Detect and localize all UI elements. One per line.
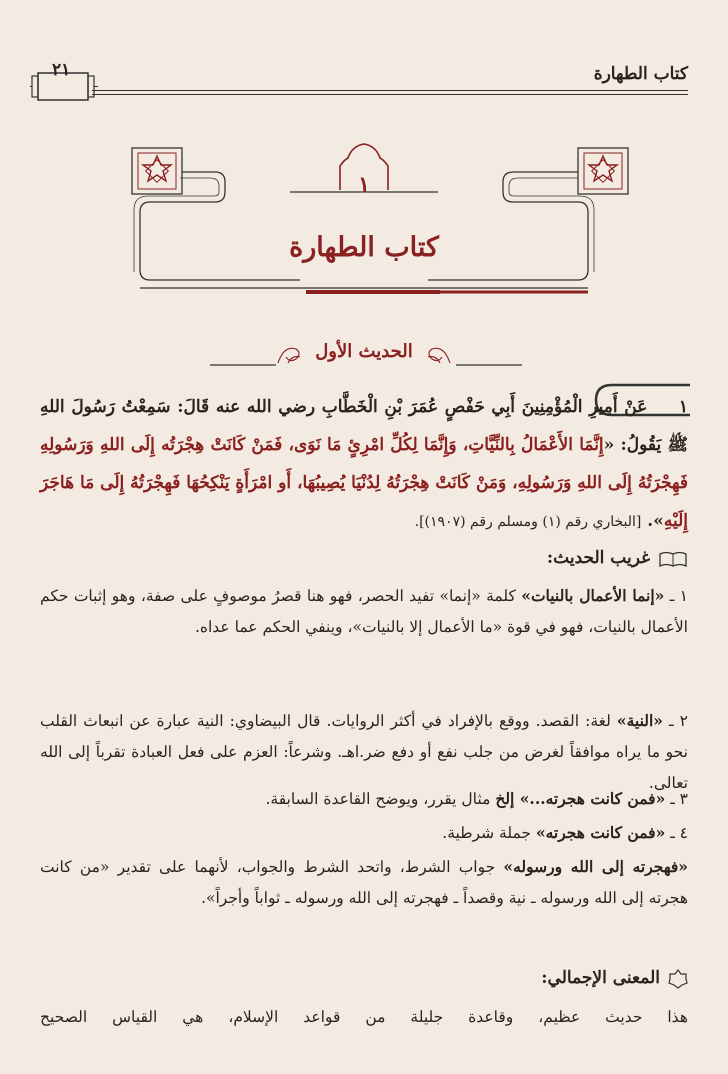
- item-number: ٣ ـ: [665, 790, 688, 808]
- hadith-text: [40, 388, 688, 541]
- summary-text: هذا حديث عظيم، وقاعدة جليلة من قواعد الإسلام، هي القياس الصحيح: [40, 1008, 688, 1026]
- gharib-item-4: [40, 817, 688, 849]
- open-book-icon: [658, 550, 688, 568]
- item-text: لغة: القصد. ووقع بالإفراد في أكثر الروايات. قال البيضاوي: النية عبارة عن انبعاث القلب نحو ما يراه موافقاً لغرض من جلب نفع أو دفع ضر.اهـ. وشرعاً: العزم على فعل العبادة تقرباً إلى الله تعالى.: [40, 712, 688, 792]
- item-number: ١ ـ: [664, 587, 688, 605]
- item-term: «فمن كانت هجرته...» إلخ: [495, 789, 666, 808]
- gharib-item-3: [40, 783, 688, 815]
- hadith-reference: [البخاري رقم (١) ومسلم رقم (١٩٠٧)].: [414, 514, 642, 530]
- item-text: مثال يقرر، ويوضح القاعدة السابقة.: [265, 790, 496, 808]
- chapter-title: كتاب الطهارة: [289, 232, 439, 263]
- item-term: «إنما الأعمال بالنيات»: [521, 586, 665, 605]
- item-term: «فمن كانت هجرته»: [535, 823, 666, 842]
- chapter-frame: [0, 130, 728, 310]
- hadith-body: إِنَّمَا الأَعْمَالُ بِالنِّيَّاتِ، وَإِنَّمَا لِكُلِّ امْرِئٍ مَا نَوَى، فَمَنْ كَانَتْ هِجْرَتُه إِلَى اللهِ وَرَسُولِهِ فَهِجْرَتُهُ إِلَى اللهِ وَرَسُولِهِ، وَمَنْ كَانَتْ هِجْرَتُهُ لِدُنْيَا يُصِيبُهَا، أَو امْرَأَةٍ يَنْكِحُهَا فَهِجْرَتُهُ إِلَى مَا هَاجَرَ إِلَيْهِ: [40, 435, 688, 531]
- hadith-heading: [0, 335, 728, 375]
- item-term: «فهجرته إلى الله ورسوله»: [503, 857, 688, 876]
- running-title: كتاب الطهارة: [593, 64, 688, 84]
- item-term: «النية»: [616, 711, 663, 730]
- header-rule: [92, 90, 688, 91]
- page-number: ٢١: [52, 60, 71, 80]
- summary-heading-text: المعنى الإجمالي:: [541, 968, 660, 988]
- item-number: ٤ ـ: [665, 824, 688, 842]
- hadith-intro: عَنْ أَمِيرِ الْمُؤْمِنِينَ أَبِي حَفْصٍ عُمَرَ بْنِ الْخَطَّابِ رضي الله عنه قَالَ: سَمِعْتُ رَسُولَ اللهِ ﷺ يَقُولُ: «: [40, 397, 688, 455]
- hadith-close: ».: [641, 511, 664, 531]
- gharib-heading: [547, 548, 688, 568]
- item-text: جملة شرطية.: [442, 824, 536, 842]
- header-rule-thin: [92, 94, 688, 95]
- chapter-frame-ornament-icon: [0, 130, 728, 310]
- item-number: ٢ ـ: [663, 712, 688, 730]
- octagon-star-icon: [668, 969, 688, 989]
- gharib-item-1: [40, 580, 688, 643]
- hadith-number: ١: [678, 397, 689, 417]
- summary-heading: [541, 968, 688, 989]
- page-header: [30, 58, 688, 104]
- hadith-title: الحديث الأول: [315, 341, 413, 362]
- gharib-item-5: [40, 851, 688, 914]
- item-text: جواب الشرط، واتحد الشرط والجواب، لأنهما على تقدير «من كانت هجرته إلى الله ورسوله ـ نية وقصداً ـ فهجرته إلى الله ورسوله ـ ثواباً وأجراً».: [40, 858, 688, 907]
- chapter-number: ١: [358, 172, 370, 198]
- gharib-heading-text: غريب الحديث:: [546, 548, 650, 568]
- item-text: كلمة «إنما» تفيد الحصر، فهو هنا قصرُ موصوفٍ على صفة، وهو إثبات حكم الأعمال بالنيات، فهو في قوة «ما الأعمال إلا بالنيات»، وينفي الحكم عما عداه.: [40, 587, 688, 636]
